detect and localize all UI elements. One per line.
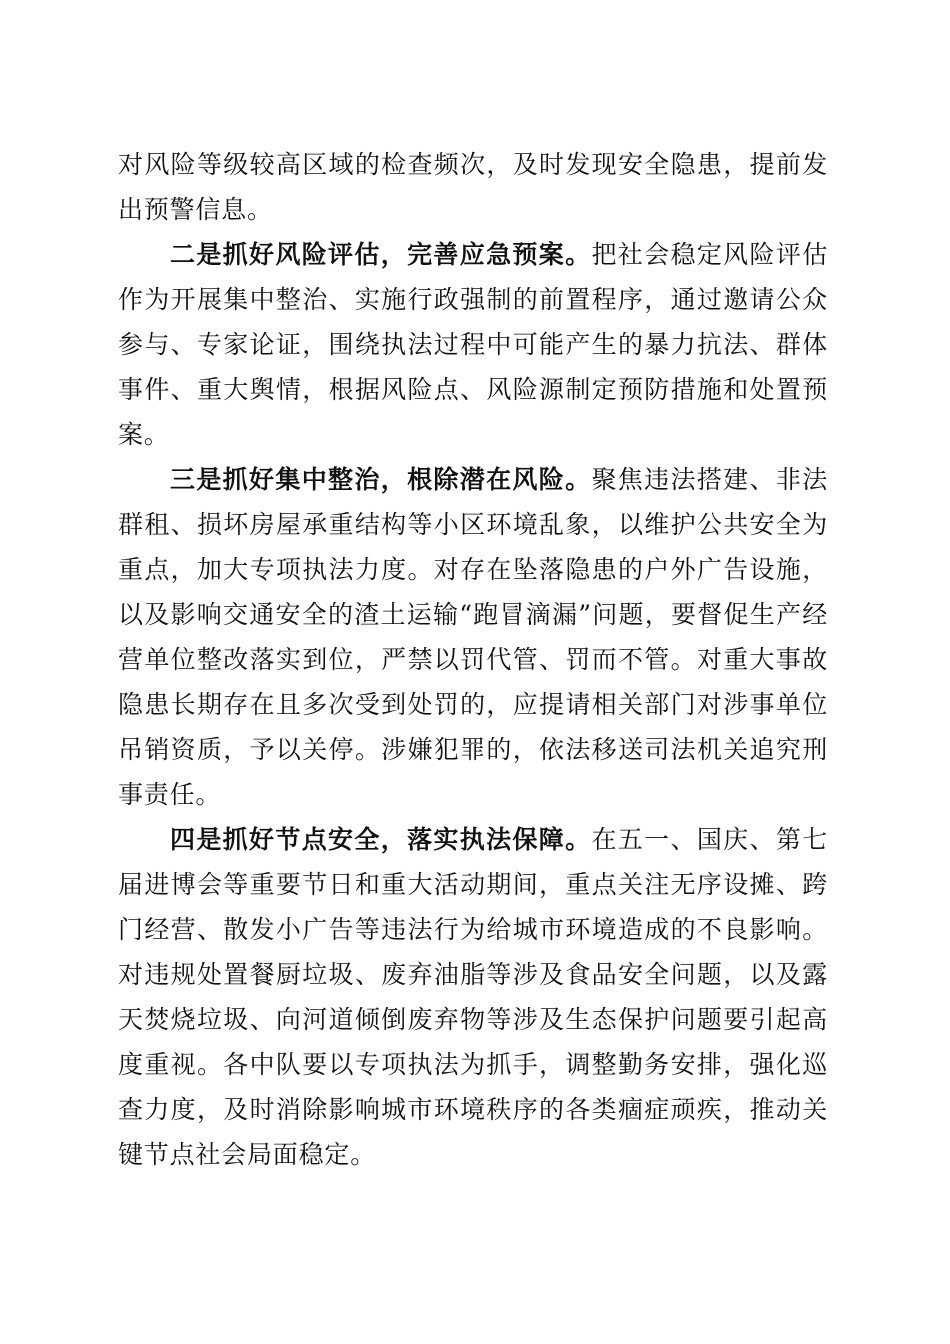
paragraph-body: 聚焦违法搭建、非法群租、损坏房屋承重结构等小区环境乱象，以维护公共安全为重点，加大专项执法力度。对存在坠落隐患的户外广告设施，以及影响交通安全的渣土运输“跑冒滴漏”问题，要督促生产经营单位整改落实到位，严禁以罚代管、罚而不管。对重大事故隐患长期存在且多次受到处罚的，应提请相关部门对涉事单位吊销资质，予以关停。涉嫌犯罪的，依法移送司法机关追究刑事责任。 <box>118 465 828 809</box>
paragraph-heading: 四是抓好节点安全，落实执法保障。 <box>170 825 592 854</box>
paragraph-body: 把社会稳定风险评估作为开展集中整治、实施行政强制的前置程序，通过邀请公众参与、专家论证，围绕执法过程中可能产生的暴力抗法、群体事件、重大舆情，根据风险点、风险源制定预防措施和处置预案。 <box>118 240 828 449</box>
paragraph-heading: 三是抓好集中整治，根除潜在风险。 <box>170 465 592 494</box>
paragraph-heading: 二是抓好风险评估，完善应急预案。 <box>170 240 592 269</box>
document-body <box>118 142 828 1177</box>
paragraph-continuation <box>118 142 828 232</box>
paragraph-risk-assessment <box>118 232 828 457</box>
paragraph-centralized-rectification <box>118 457 828 817</box>
paragraph-body: 对风险等级较高区域的检查频次，及时发现安全隐患，提前发出预警信息。 <box>118 150 828 224</box>
paragraph-body: 在五一、国庆、第七届进博会等重要节日和重大活动期间，重点关注无序设摊、跨门经营、散发小广告等违法行为给城市环境造成的不良影响。对违规处置餐厨垃圾、废弃油脂等涉及食品安全问题，以及露天焚烧垃圾、向河道倾倒废弃物等涉及生态保护问题要引起高度重视。各中队要以专项执法为抓手，调整勤务安排，强化巡查力度，及时消除影响城市环境秩序的各类痼症顽疾，推动关键节点社会局面稳定。 <box>118 825 828 1169</box>
paragraph-key-node-safety <box>118 817 828 1177</box>
